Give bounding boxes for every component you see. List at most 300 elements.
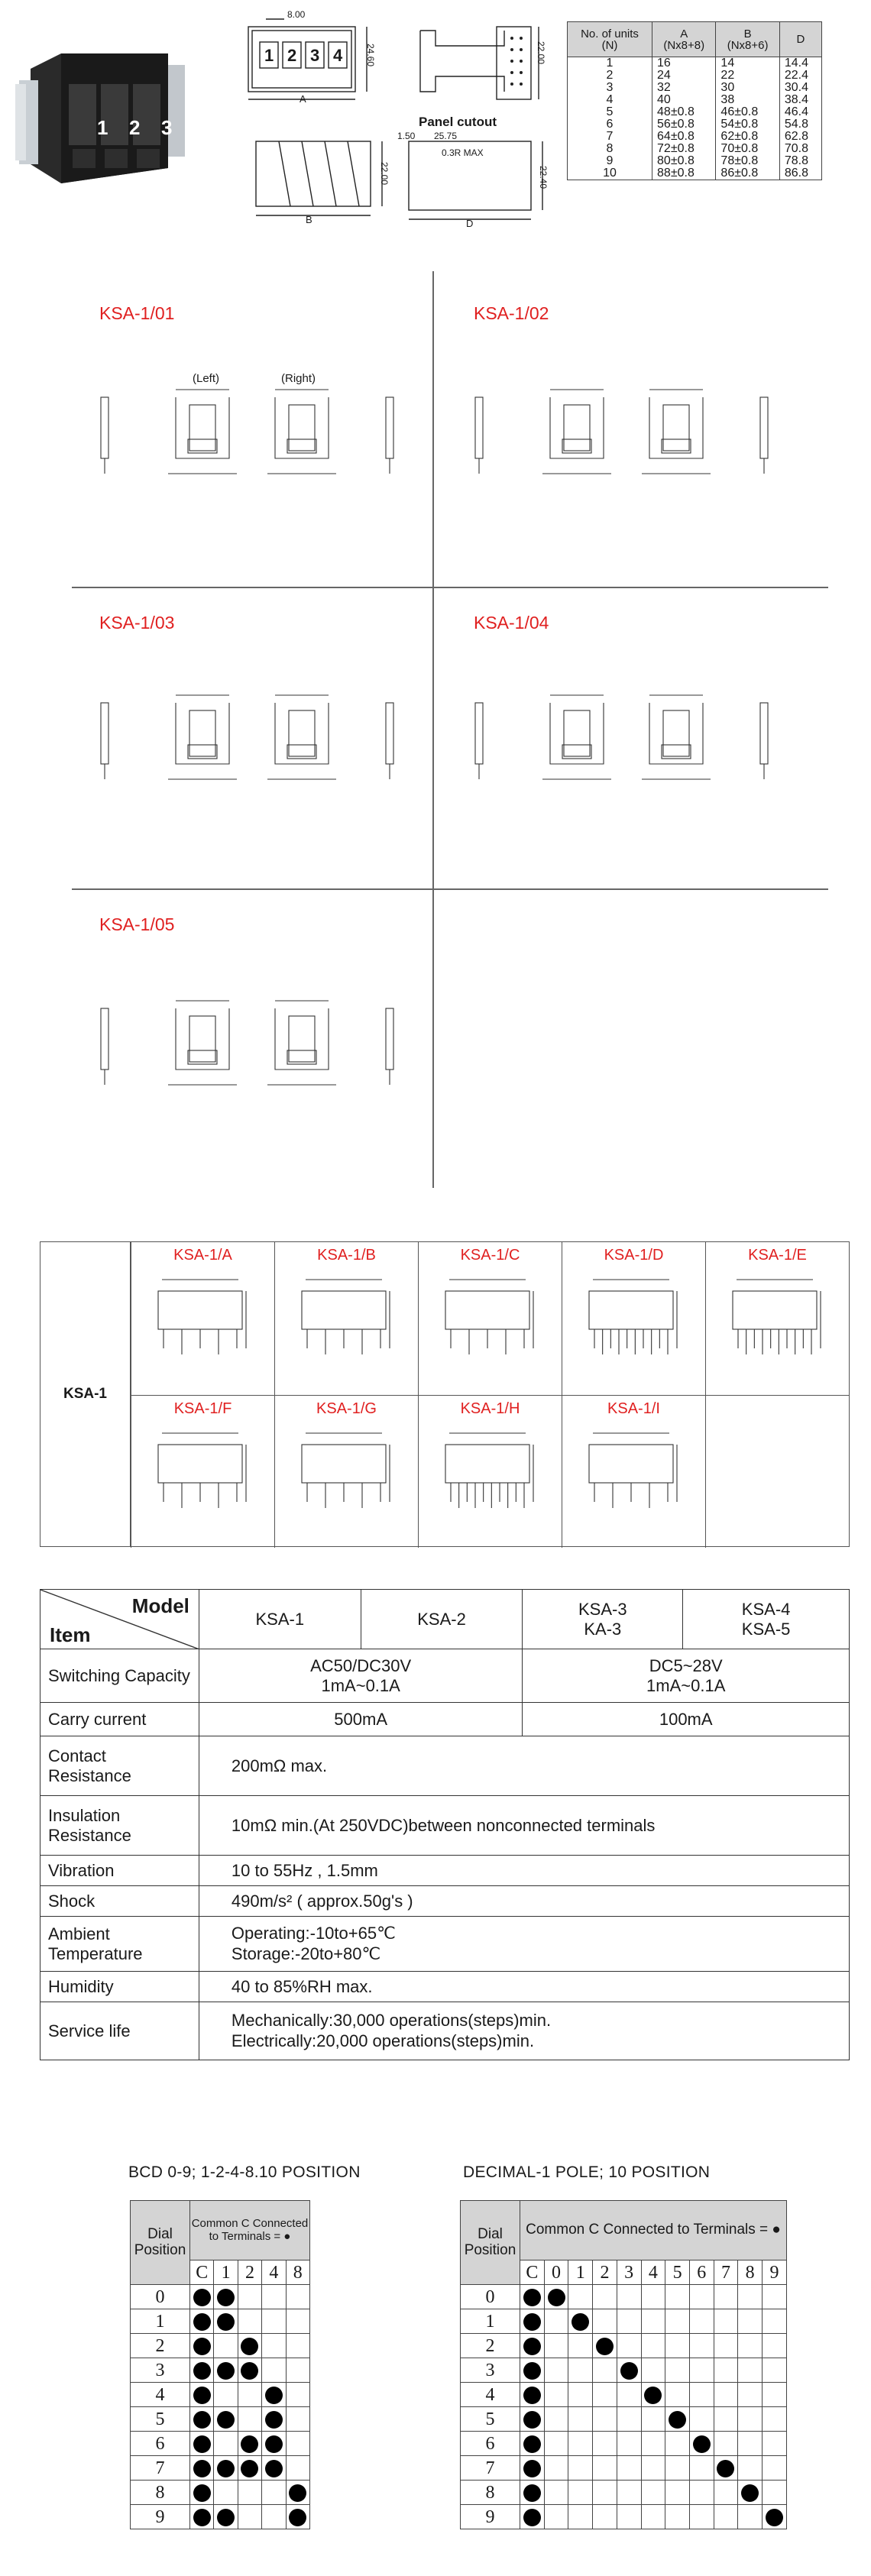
units-cell: 10 [568, 167, 652, 180]
position-cell [593, 2309, 617, 2334]
position-cell [544, 2456, 568, 2481]
filled-circle-icon [217, 2460, 235, 2477]
position-row [131, 2334, 310, 2358]
units-cell: 22.4 [779, 70, 821, 82]
position-cell [617, 2432, 641, 2456]
units-cell: 46.4 [779, 106, 821, 118]
terminal-label: KSA-1/E [748, 1247, 807, 1264]
position-cell [617, 2383, 641, 2407]
position-cell [593, 2383, 617, 2407]
position-cell [738, 2285, 763, 2309]
position-cell [617, 2358, 641, 2383]
dim-label: A [300, 93, 306, 105]
filled-circle-icon [741, 2484, 759, 2502]
position-cell [214, 2309, 238, 2334]
variant-title: KSA-1/05 [99, 914, 175, 934]
column-header: 2 [238, 2260, 261, 2285]
filled-circle-icon [265, 2435, 283, 2453]
bcd-position-table [130, 2200, 310, 2529]
row-label [40, 1796, 199, 1856]
dim-label: 22.40 [538, 165, 549, 189]
position-cell [738, 2481, 763, 2505]
filled-circle-icon [620, 2362, 638, 2380]
terminal-cell [418, 1395, 562, 1548]
terminal-cell [418, 1242, 562, 1395]
units-row [568, 70, 822, 82]
row-label [40, 1886, 199, 1917]
position-cell [738, 2432, 763, 2456]
position-cell [763, 2334, 787, 2358]
position-cell [593, 2358, 617, 2383]
position-cell [520, 2285, 545, 2309]
position-cell [286, 2505, 309, 2529]
position-cell [617, 2407, 641, 2432]
position-cell [593, 2285, 617, 2309]
row-header: 6 [461, 2432, 520, 2456]
header-a [652, 22, 716, 57]
position-cell [714, 2309, 738, 2334]
header-text: (Nx8+8) [663, 38, 705, 52]
position-cell [214, 2334, 238, 2358]
position-cell [568, 2358, 593, 2383]
position-cell [714, 2432, 738, 2456]
position-cell [665, 2309, 690, 2334]
row-value [199, 2002, 849, 2060]
position-cell [520, 2505, 545, 2529]
units-cell: 54±0.8 [716, 118, 779, 131]
units-cell: 62±0.8 [716, 131, 779, 143]
units-cell: 72±0.8 [652, 143, 716, 155]
row-header: 1 [461, 2309, 520, 2334]
dim-label: B [306, 214, 312, 225]
position-cell [190, 2407, 214, 2432]
units-cell: 78±0.8 [716, 155, 779, 167]
filled-circle-icon [766, 2509, 783, 2526]
row-value-text: 40 to 85%RH max. [231, 1976, 373, 1996]
terminal-label: KSA-1/I [607, 1400, 660, 1417]
filled-circle-icon [289, 2509, 306, 2526]
units-row [568, 167, 822, 180]
row-label-text: Contact Resistance [48, 1746, 131, 1785]
filled-circle-icon [193, 2460, 211, 2477]
dim-label: 1.50 [397, 131, 416, 141]
header-b [716, 22, 779, 57]
model-name: KSA-5 [741, 1619, 791, 1639]
terminal-label: KSA-1/B [317, 1247, 376, 1264]
units-cell: 56±0.8 [652, 118, 716, 131]
position-row [131, 2407, 310, 2432]
front-digit: 2 [287, 46, 297, 65]
position-cell [286, 2309, 309, 2334]
position-cell [763, 2285, 787, 2309]
units-row [568, 131, 822, 143]
filled-circle-icon [241, 2435, 258, 2453]
dim-label: 22.00 [379, 161, 390, 186]
position-cell [738, 2407, 763, 2432]
row-label-text: Carry current [48, 1709, 147, 1729]
right-label: (Right) [281, 372, 316, 385]
column-header: 3 [617, 2260, 641, 2285]
units-cell: 32 [652, 82, 716, 94]
position-cell [568, 2432, 593, 2456]
terminal-cell [131, 1395, 274, 1548]
position-row [131, 2309, 310, 2334]
filled-circle-icon [193, 2338, 211, 2355]
position-row [131, 2285, 310, 2309]
position-cell [544, 2432, 568, 2456]
position-cell [568, 2505, 593, 2529]
units-cell: 70±0.8 [716, 143, 779, 155]
units-cell: 3 [568, 82, 652, 94]
model-name: KSA-4 [741, 1599, 791, 1619]
model-item-header [40, 1590, 199, 1649]
position-cell [544, 2407, 568, 2432]
units-row [568, 106, 822, 118]
position-cell [593, 2481, 617, 2505]
units-row [568, 82, 822, 94]
units-cell: 54.8 [779, 118, 821, 131]
row-label-text: Switching Capacity [48, 1665, 190, 1685]
filled-circle-icon [693, 2435, 711, 2453]
position-cell [286, 2334, 309, 2358]
header-d [779, 22, 821, 57]
position-cell [520, 2432, 545, 2456]
units-cell: 78.8 [779, 155, 821, 167]
filled-circle-icon [193, 2362, 211, 2380]
position-cell [714, 2407, 738, 2432]
filled-circle-icon [217, 2289, 235, 2306]
grid-divider-horizontal [72, 888, 828, 890]
column-header: C [520, 2260, 545, 2285]
column-header: 7 [714, 2260, 738, 2285]
units-cell: 70.8 [779, 143, 821, 155]
panel-cutout-title: Panel cutout [419, 115, 497, 129]
position-cell [238, 2309, 261, 2334]
position-cell [544, 2358, 568, 2383]
filled-circle-icon [193, 2484, 211, 2502]
position-cell [214, 2456, 238, 2481]
position-cell [689, 2383, 714, 2407]
position-cell [738, 2309, 763, 2334]
row-header: 3 [461, 2358, 520, 2383]
position-cell [568, 2456, 593, 2481]
position-cell [763, 2407, 787, 2432]
header-text: D [796, 33, 805, 46]
position-cell [714, 2505, 738, 2529]
position-cell [544, 2481, 568, 2505]
row-value-text: Mechanically:30,000 operations(steps)min. [231, 2011, 552, 2031]
model-name: KSA-1 [255, 1609, 305, 1629]
position-cell [520, 2481, 545, 2505]
terminal-cell [274, 1242, 418, 1395]
row-label [40, 1972, 199, 2002]
position-cell [214, 2505, 238, 2529]
model-ksa-3 [523, 1590, 683, 1649]
position-cell [641, 2407, 665, 2432]
terminal-label: KSA-1/H [460, 1400, 520, 1417]
filled-circle-icon [548, 2289, 565, 2306]
units-row [568, 57, 822, 70]
row-header: 4 [461, 2383, 520, 2407]
position-cell [262, 2481, 286, 2505]
row-label [40, 1736, 199, 1796]
position-cell [617, 2481, 641, 2505]
position-row [131, 2481, 310, 2505]
model-ksa-1 [199, 1590, 361, 1649]
units-row [568, 155, 822, 167]
units-cell: 7 [568, 131, 652, 143]
filled-circle-icon [669, 2411, 686, 2429]
row-header: 5 [131, 2407, 190, 2432]
position-cell [238, 2407, 261, 2432]
position-cell [190, 2383, 214, 2407]
filled-circle-icon [217, 2362, 235, 2380]
position-cell [262, 2432, 286, 2456]
terminal-cell-empty [705, 1395, 849, 1548]
position-cell [286, 2432, 309, 2456]
position-cell [520, 2309, 545, 2334]
dial-position-header [461, 2201, 520, 2285]
position-cell [286, 2358, 309, 2383]
position-cell [238, 2481, 261, 2505]
position-cell [763, 2383, 787, 2407]
position-cell [214, 2432, 238, 2456]
dial-text: Dial Position [134, 2225, 186, 2258]
position-cell [262, 2505, 286, 2529]
row-value [199, 1649, 523, 1703]
row-header: 5 [461, 2407, 520, 2432]
position-cell [689, 2285, 714, 2309]
row-header: 8 [131, 2481, 190, 2505]
filled-circle-icon [523, 2460, 541, 2477]
position-row [461, 2456, 787, 2481]
filled-circle-icon [241, 2362, 258, 2380]
position-cell [617, 2334, 641, 2358]
position-cell [714, 2358, 738, 2383]
header-item: Item [50, 1623, 91, 1646]
variant-drawing [92, 374, 420, 489]
row-header: 3 [131, 2358, 190, 2383]
dim-label: 0.3R MAX [442, 147, 484, 158]
variant-drawing [92, 680, 420, 794]
units-row [568, 118, 822, 131]
position-row [461, 2309, 787, 2334]
position-cell [238, 2285, 261, 2309]
filled-circle-icon [217, 2411, 235, 2429]
position-cell [568, 2285, 593, 2309]
position-cell [689, 2407, 714, 2432]
model-name: KSA-2 [417, 1609, 466, 1629]
position-cell [238, 2358, 261, 2383]
front-digit: 3 [310, 46, 320, 65]
position-cell [214, 2407, 238, 2432]
variant-drawing [466, 374, 795, 489]
dim-label: 24.60 [365, 43, 377, 67]
position-cell [665, 2285, 690, 2309]
position-cell [262, 2358, 286, 2383]
row-label-text: Shock [48, 1891, 96, 1911]
position-cell [190, 2309, 214, 2334]
position-cell [641, 2383, 665, 2407]
units-cell: 30 [716, 82, 779, 94]
row-header: 0 [131, 2285, 190, 2309]
panel-cutout-drawing [397, 131, 558, 229]
position-cell [641, 2456, 665, 2481]
row-label [40, 1703, 199, 1736]
position-row [461, 2383, 787, 2407]
units-row [568, 143, 822, 155]
row-value [199, 1736, 849, 1796]
position-cell [190, 2432, 214, 2456]
position-cell [262, 2285, 286, 2309]
terminal-cell [131, 1242, 274, 1395]
position-cell [641, 2285, 665, 2309]
units-cell: 1 [568, 57, 652, 70]
position-cell [286, 2456, 309, 2481]
row-label [40, 1856, 199, 1886]
units-cell: 14 [716, 57, 779, 70]
column-header: C [190, 2260, 214, 2285]
position-row [131, 2456, 310, 2481]
column-header: 8 [738, 2260, 763, 2285]
position-cell [617, 2309, 641, 2334]
position-cell [262, 2456, 286, 2481]
filled-circle-icon [265, 2387, 283, 2404]
units-cell: 6 [568, 118, 652, 131]
position-cell [665, 2456, 690, 2481]
variant-drawing [92, 985, 420, 1100]
terminal-cell [562, 1395, 705, 1548]
position-cell [568, 2407, 593, 2432]
position-cell [665, 2432, 690, 2456]
position-cell [214, 2358, 238, 2383]
row-label [40, 1917, 199, 1972]
position-cell [286, 2383, 309, 2407]
position-cell [665, 2358, 690, 2383]
variant-title: KSA-1/04 [474, 613, 549, 633]
position-row [461, 2481, 787, 2505]
units-cell: 62.8 [779, 131, 821, 143]
bcd-title: BCD 0-9; 1-2-4-8.10 POSITION [128, 2163, 361, 2181]
position-cell [763, 2432, 787, 2456]
front-view-drawing [237, 8, 390, 107]
position-cell [689, 2505, 714, 2529]
row-value-text: 200mΩ max. [231, 1756, 328, 1775]
filled-circle-icon [523, 2484, 541, 2502]
units-cell: 40 [652, 94, 716, 106]
filled-circle-icon [523, 2362, 541, 2380]
terminal-group-label: KSA-1 [40, 1242, 131, 1546]
row-header: 0 [461, 2285, 520, 2309]
row-value [523, 1703, 850, 1736]
position-cell [262, 2383, 286, 2407]
variant-title: KSA-1/02 [474, 303, 549, 323]
units-cell: 64±0.8 [652, 131, 716, 143]
decimal-position-table [460, 2200, 787, 2529]
position-cell [544, 2505, 568, 2529]
bottom-view-drawing [244, 130, 397, 225]
filled-circle-icon [523, 2411, 541, 2429]
position-row [461, 2285, 787, 2309]
photo-digit: 1 [97, 116, 108, 139]
filled-circle-icon [217, 2509, 235, 2526]
dim-label: D [466, 218, 474, 229]
filled-circle-icon [193, 2509, 211, 2526]
position-cell [286, 2481, 309, 2505]
position-cell [593, 2407, 617, 2432]
units-cell: 5 [568, 106, 652, 118]
common-header [190, 2201, 310, 2260]
position-cell [238, 2505, 261, 2529]
position-cell [214, 2383, 238, 2407]
position-cell [520, 2334, 545, 2358]
position-cell [738, 2456, 763, 2481]
decimal-title: DECIMAL-1 POLE; 10 POSITION [463, 2163, 711, 2181]
front-digit: 4 [333, 46, 343, 65]
header-text: (N) [601, 38, 618, 52]
position-cell [738, 2334, 763, 2358]
filled-circle-icon [193, 2435, 211, 2453]
position-row [461, 2505, 787, 2529]
row-label-text: Ambient Temperature [48, 1924, 143, 1963]
position-cell [568, 2383, 593, 2407]
position-cell [714, 2334, 738, 2358]
variant-drawing [466, 680, 795, 794]
position-cell [641, 2309, 665, 2334]
filled-circle-icon [523, 2313, 541, 2331]
position-cell [689, 2309, 714, 2334]
units-cell: 86±0.8 [716, 167, 779, 180]
position-cell [520, 2456, 545, 2481]
filled-circle-icon [523, 2387, 541, 2404]
column-header: 2 [593, 2260, 617, 2285]
row-value-text: 10mΩ min.(At 250VDC)between nonconnected terminals [231, 1815, 656, 1835]
units-cell: 22 [716, 70, 779, 82]
position-cell [190, 2285, 214, 2309]
filled-circle-icon [193, 2387, 211, 2404]
grid-divider-vertical [432, 271, 434, 1188]
header-text: B [743, 27, 752, 40]
header-text: No. of units [581, 27, 639, 40]
position-cell [190, 2334, 214, 2358]
position-cell [738, 2358, 763, 2383]
row-value-text: 1mA~0.1A [321, 1675, 400, 1695]
position-cell [238, 2432, 261, 2456]
filled-circle-icon [523, 2338, 541, 2355]
position-row [461, 2334, 787, 2358]
terminal-cell [274, 1395, 418, 1548]
position-cell [286, 2407, 309, 2432]
row-label-text: Vibration [48, 1860, 115, 1880]
position-cell [190, 2481, 214, 2505]
filled-circle-icon [193, 2411, 211, 2429]
row-value-text: Electrically:20,000 operations(steps)min. [231, 2031, 535, 2050]
position-cell [214, 2481, 238, 2505]
grid-divider-horizontal [72, 587, 828, 588]
terminal-cell [562, 1242, 705, 1395]
photo-digit: 3 [161, 116, 173, 139]
model-name: KA-3 [584, 1619, 622, 1639]
side-view-drawing [405, 15, 550, 107]
position-cell [617, 2505, 641, 2529]
filled-circle-icon [523, 2289, 541, 2306]
row-value [199, 1886, 849, 1917]
terminal-types-table [40, 1241, 850, 1547]
dim-label: 8.00 [287, 9, 306, 20]
model-name: KSA-3 [578, 1599, 627, 1619]
row-header: 7 [131, 2456, 190, 2481]
model-ksa-2 [361, 1590, 523, 1649]
